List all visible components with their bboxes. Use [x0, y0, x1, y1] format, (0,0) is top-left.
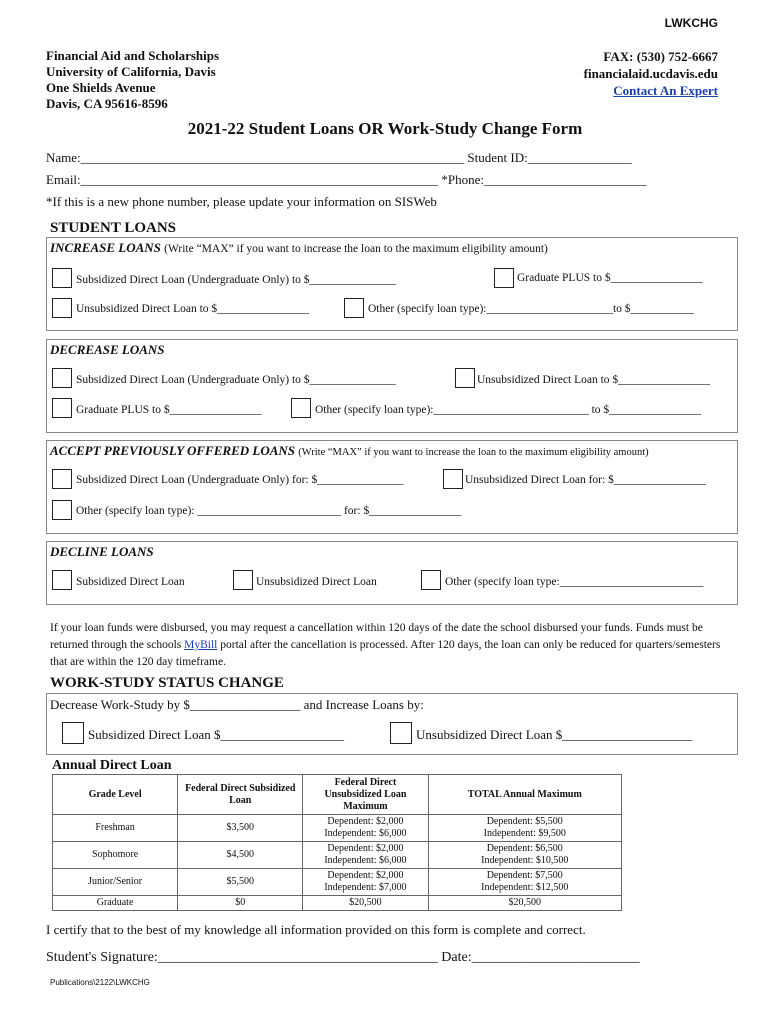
- table-row: [53, 869, 622, 896]
- total-independent: Independent: $12,500: [481, 882, 569, 893]
- increase-subsidized-checkbox[interactable]: [52, 268, 72, 288]
- accept-subsidized-label: Subsidized Direct Loan (Undergraduate Only) for: $_______________: [76, 474, 404, 486]
- unsub-independent: Independent: $6,000: [324, 828, 407, 839]
- unsub-independent: Independent: $6,000: [324, 855, 407, 866]
- office-address: [46, 48, 219, 112]
- decline-loans-heading: DECLINE LOANS: [50, 544, 154, 559]
- decline-unsubsidized-checkbox[interactable]: [233, 570, 253, 590]
- total-cell: [428, 869, 621, 896]
- accept-loans-heading: [50, 443, 649, 459]
- table-header: Federal Direct Subsidized Loan: [178, 775, 303, 815]
- subsidized-cell: $0: [178, 896, 303, 911]
- decline-other-label: Other (specify loan type:_________________________: [445, 576, 704, 588]
- decrease-loans-heading: DECREASE LOANS: [50, 342, 165, 357]
- unsub-dependent: Dependent: $2,000: [327, 816, 404, 827]
- increase-other-label: Other (specify loan type):______________________to $___________: [368, 303, 694, 315]
- unsubsidized-cell: [303, 869, 428, 896]
- total-dependent: Dependent: $5,500: [486, 816, 563, 827]
- form-title: 2021-22 Student Loans OR Work-Study Change Form: [187, 119, 583, 138]
- table-header: Grade Level: [53, 775, 178, 815]
- publication-code: Publications\2122\LWKCHG: [50, 978, 150, 987]
- total-independent: Independent: $10,500: [481, 855, 569, 866]
- fax-number: FAX: (530) 752-6667: [603, 49, 718, 64]
- decrease-subsidized-checkbox[interactable]: [52, 368, 72, 388]
- certification-statement: I certify that to the best of my knowledge all information provided on this form is complete and correct.: [46, 922, 586, 937]
- annual-loan-heading: Annual Direct Loan: [52, 758, 172, 773]
- accept-unsubsidized-label: Unsubsidized Direct Loan for: $________________: [465, 474, 706, 486]
- total-cell: [428, 815, 621, 842]
- increase-subsidized-label: Subsidized Direct Loan (Undergraduate Only) to $_______________: [76, 274, 396, 286]
- decrease-unsubsidized-checkbox[interactable]: [455, 368, 475, 388]
- unsubsidized-cell: [303, 815, 428, 842]
- phone-note: *If this is a new phone number, please update your information on SISWeb: [46, 194, 437, 209]
- decrease-other-checkbox[interactable]: [291, 398, 311, 418]
- contact-expert-link[interactable]: Contact An Expert: [613, 83, 718, 98]
- total-independent: Independent: $9,500: [483, 828, 566, 839]
- address-line: University of California, Davis: [46, 64, 216, 79]
- increase-loans-title: INCREASE LOANS: [50, 240, 161, 255]
- table-row: [53, 896, 622, 911]
- grade-cell: Graduate: [53, 896, 178, 911]
- address-line: One Shields Avenue: [46, 80, 156, 95]
- work-study-decrease-field[interactable]: Decrease Work-Study by $_________________ and Increase Loans by:: [50, 697, 424, 712]
- accept-loans-title: ACCEPT PREVIOUSLY OFFERED LOANS: [50, 443, 296, 458]
- total-cell: $20,500: [428, 896, 621, 911]
- unsub-dependent: Dependent: $2,000: [327, 870, 404, 881]
- contact-info: [584, 48, 718, 99]
- subsidized-cell: $3,500: [178, 815, 303, 842]
- mybill-link[interactable]: MyBill: [184, 639, 218, 651]
- decline-subsidized-label: Subsidized Direct Loan: [76, 576, 185, 588]
- annual-loan-table: [52, 774, 622, 911]
- accept-other-label: Other (specify loan type): _________________________ for: $________________: [76, 505, 462, 517]
- cancellation-paragraph: [50, 620, 740, 671]
- decrease-grad-plus-checkbox[interactable]: [52, 398, 72, 418]
- table-row: [53, 842, 622, 869]
- work-study-heading: WORK-STUDY STATUS CHANGE: [50, 675, 284, 691]
- accept-other-checkbox[interactable]: [52, 500, 72, 520]
- student-loans-heading: STUDENT LOANS: [50, 220, 177, 236]
- decline-subsidized-checkbox[interactable]: [52, 570, 72, 590]
- ws-subsidized-checkbox[interactable]: [62, 722, 84, 744]
- ws-unsubsidized-checkbox[interactable]: [390, 722, 412, 744]
- total-dependent: Dependent: $6,500: [486, 843, 563, 854]
- decline-other-checkbox[interactable]: [421, 570, 441, 590]
- ws-subsidized-label: Subsidized Direct Loan $___________________: [88, 727, 344, 742]
- signature-date-field[interactable]: Student's Signature:________________________________________ Date:________________________: [46, 950, 640, 965]
- accept-loans-note: (Write “MAX” if you want to increase the loan to the maximum eligibility amount): [298, 447, 649, 458]
- subsidized-cell: $5,500: [178, 869, 303, 896]
- address-line: Financial Aid and Scholarships: [46, 48, 220, 63]
- grade-cell: Sophomore: [53, 842, 178, 869]
- total-dependent: Dependent: $7,500: [486, 870, 563, 881]
- accept-subsidized-checkbox[interactable]: [52, 469, 72, 489]
- decrease-grad-plus-label: Graduate PLUS to $________________: [76, 404, 262, 416]
- grade-cell: Junior/Senior: [53, 869, 178, 896]
- address-line: Davis, CA 95616-8596: [46, 96, 168, 111]
- unsub-dependent: Dependent: $2,000: [327, 843, 404, 854]
- table-row: [53, 815, 622, 842]
- total-cell: [428, 842, 621, 869]
- table-header: Federal Direct Unsubsidized Loan Maximum: [303, 775, 428, 815]
- increase-grad-plus-checkbox[interactable]: [494, 268, 514, 288]
- decrease-other-label: Other (specify loan type):___________________________ to $________________: [315, 404, 702, 416]
- grade-cell: Freshman: [53, 815, 178, 842]
- ws-unsubsidized-label: Unsubsidized Direct Loan $____________________: [416, 727, 693, 742]
- decrease-unsubsidized-label: Unsubsidized Direct Loan to $________________: [477, 374, 711, 386]
- form-code: LWKCHG: [664, 16, 718, 30]
- table-header: TOTAL Annual Maximum: [428, 775, 621, 815]
- unsubsidized-cell: [303, 842, 428, 869]
- email-phone-field[interactable]: Email:_______________________________________________________ *Phone:_________________________: [46, 172, 647, 187]
- subsidized-cell: $4,500: [178, 842, 303, 869]
- increase-loans-heading: [50, 240, 548, 256]
- accept-unsubsidized-checkbox[interactable]: [443, 469, 463, 489]
- unsubsidized-cell: $20,500: [303, 896, 428, 911]
- increase-unsubsidized-label: Unsubsidized Direct Loan to $________________: [76, 303, 310, 315]
- unsub-independent: Independent: $7,000: [324, 882, 407, 893]
- website: financialaid.ucdavis.edu: [583, 66, 718, 81]
- name-studentid-field[interactable]: Name:___________________________________________________________ Student ID:________________: [46, 150, 632, 165]
- increase-other-checkbox[interactable]: [344, 298, 364, 318]
- increase-grad-plus-label: Graduate PLUS to $________________: [517, 272, 703, 284]
- decline-unsubsidized-label: Unsubsidized Direct Loan: [256, 576, 377, 588]
- cancellation-text: If your loan funds were disbursed, you may request a cancellation within 120 days of the date the school disbursed your funds. Funds must be returned through the schools: [50, 622, 703, 651]
- increase-loans-note: (Write “MAX” if you want to increase the loan to the maximum eligibility amount): [164, 243, 548, 255]
- decrease-subsidized-label: Subsidized Direct Loan (Undergraduate Only) to $_______________: [76, 374, 396, 386]
- increase-unsubsidized-checkbox[interactable]: [52, 298, 72, 318]
- cancellation-text: portal after the cancellation is processed. After 120 days, the loan can only be reduced for quarters/semesters that are within the 120 day timeframe.: [50, 639, 721, 668]
